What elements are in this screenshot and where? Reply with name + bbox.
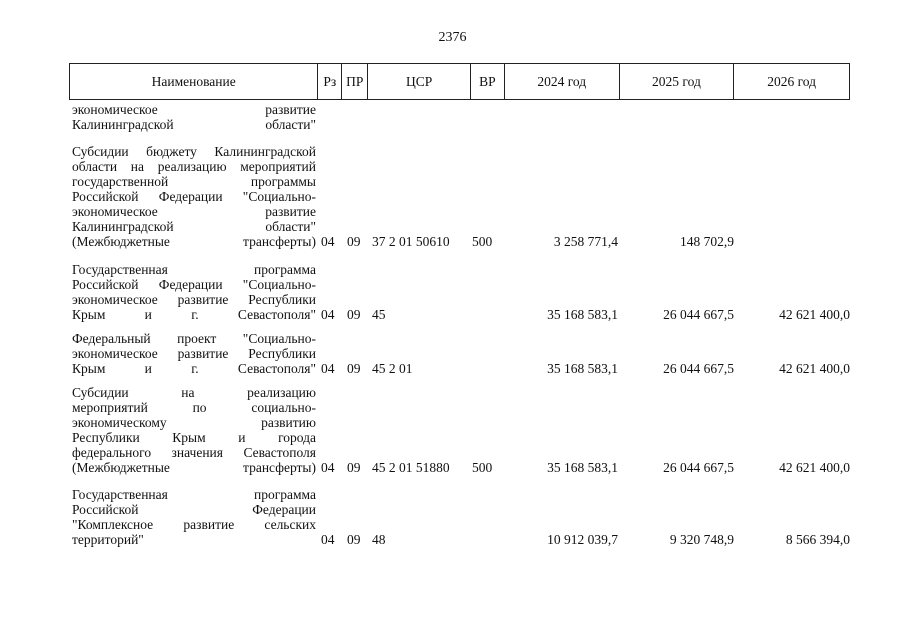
cell-csr: 45 2 01	[372, 361, 413, 376]
row-name-line: Субсидии на реализацию	[72, 385, 316, 400]
row-name	[72, 102, 316, 132]
cell-y2026: 42 621 400,0	[779, 307, 850, 322]
row-name-line: Калининградской области"	[72, 117, 316, 132]
row-name	[72, 385, 316, 475]
cell-pr: 09	[347, 361, 361, 376]
row-name-line: (Межбюджетные трансферты)	[72, 234, 316, 249]
cell-rz: 04	[321, 234, 335, 249]
header-2025: 2025 год	[620, 64, 735, 99]
cell-csr: 37 2 01 50610	[372, 234, 450, 249]
page-number: 2376	[438, 30, 467, 45]
row-name-line: "Комплексное развитие сельских	[72, 517, 316, 532]
cell-y2025: 26 044 667,5	[663, 361, 734, 376]
cell-y2025: 26 044 667,5	[663, 460, 734, 475]
cell-vr: 500	[472, 460, 493, 475]
row-name-line: Крым и г. Севастополя"	[72, 361, 316, 376]
row-name	[72, 487, 316, 547]
row-name-line: Федеральный проект "Социально-	[72, 331, 316, 346]
row-name-line: Государственная программа	[72, 262, 316, 277]
header-pr: ПР	[342, 64, 368, 99]
table-row	[72, 385, 852, 475]
cell-csr: 45 2 01 51880	[372, 460, 450, 475]
row-name-line: области на реализацию мероприятий	[72, 159, 316, 174]
cell-y2025: 148 702,9	[680, 234, 734, 249]
table-row	[72, 144, 852, 249]
table-row	[72, 487, 852, 547]
header-csr: ЦСР	[368, 64, 471, 99]
row-name-line: Республики Крым и города	[72, 430, 316, 445]
cell-y2025: 26 044 667,5	[663, 307, 734, 322]
row-name-line: экономическое развитие Республики	[72, 346, 316, 361]
row-name-line: федерального значения Севастополя	[72, 445, 316, 460]
table-row	[72, 262, 852, 322]
cell-y2026: 42 621 400,0	[779, 361, 850, 376]
cell-y2026: 8 566 394,0	[785, 532, 850, 547]
cell-pr: 09	[347, 307, 361, 322]
row-name	[72, 144, 316, 249]
cell-rz: 04	[321, 361, 335, 376]
cell-y2026: 42 621 400,0	[779, 460, 850, 475]
cell-csr: 48	[372, 532, 386, 547]
cell-csr: 45	[372, 307, 386, 322]
cell-pr: 09	[347, 460, 361, 475]
row-name-line: Государственная программа	[72, 487, 316, 502]
row-name-line: экономическому развитию	[72, 415, 316, 430]
row-name-line: мероприятий по социально-	[72, 400, 316, 415]
cell-pr: 09	[347, 234, 361, 249]
row-name-line: экономическое развитие Республики	[72, 292, 316, 307]
cell-rz: 04	[321, 307, 335, 322]
cell-y2024: 35 168 583,1	[547, 361, 618, 376]
cell-vr: 500	[472, 234, 493, 249]
header-vr: ВР	[471, 64, 505, 99]
row-name-line: Калининградской области"	[72, 219, 316, 234]
cell-y2024: 3 258 771,4	[553, 234, 618, 249]
row-name-line: Субсидии бюджету Калининградской	[72, 144, 316, 159]
row-name-line: Российской Федерации "Социально-	[72, 277, 316, 292]
row-name-line: Крым и г. Севастополя"	[72, 307, 316, 322]
cell-y2024: 10 912 039,7	[547, 532, 618, 547]
row-name-line: государственной программы	[72, 174, 316, 189]
table-row	[72, 331, 852, 376]
row-name	[72, 331, 316, 376]
table-row	[72, 102, 852, 132]
row-name-line: Российской Федерации	[72, 502, 316, 517]
row-name-line: экономическое развитие	[72, 102, 316, 117]
cell-y2024: 35 168 583,1	[547, 460, 618, 475]
table-body	[72, 100, 852, 547]
row-name-line: (Межбюджетные трансферты)	[72, 460, 316, 475]
cell-rz: 04	[321, 532, 335, 547]
header-2026: 2026 год	[767, 73, 817, 89]
row-name-line: Российской Федерации "Социально-	[72, 189, 316, 204]
row-name-line: экономическое развитие	[72, 204, 316, 219]
header-rz: Рз	[318, 64, 342, 99]
header-name: Наименование	[70, 64, 318, 99]
cell-pr: 09	[347, 532, 361, 547]
header-2024: 2024 год	[505, 64, 620, 99]
table-header	[69, 63, 850, 100]
cell-y2025: 9 320 748,9	[669, 532, 734, 547]
row-name-line: территорий"	[72, 532, 144, 547]
cell-rz: 04	[321, 460, 335, 475]
cell-y2024: 35 168 583,1	[547, 307, 618, 322]
row-name	[72, 262, 316, 322]
